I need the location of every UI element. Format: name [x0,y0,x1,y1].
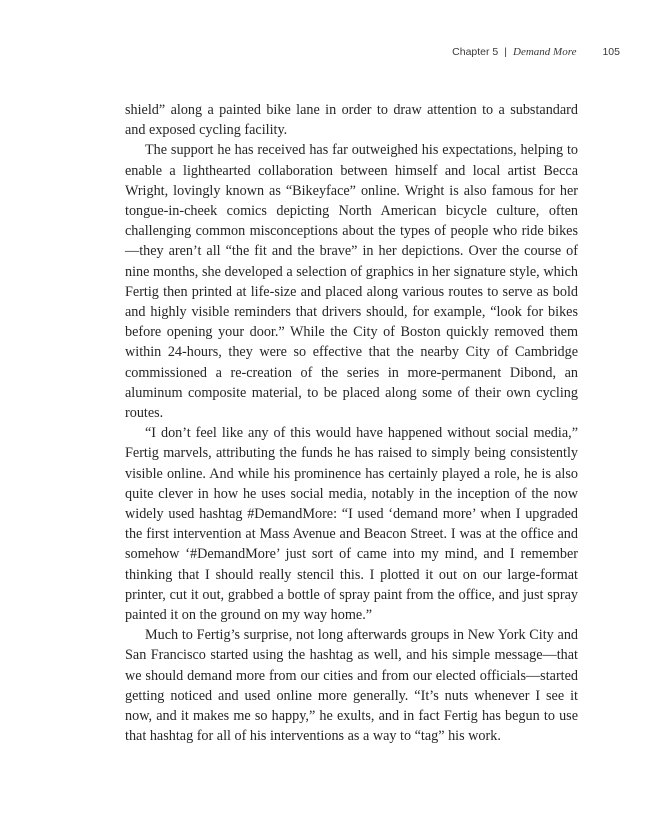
paragraph: “I don’t feel like any of this would have happened without social media,” Fertig marvels, attributing the funds he has raised to simply being consistently visible online. And while his prominence has certainly played a role, he is also quite clever in how he uses social media, notably in the inception of the now widely used hashtag #DemandMore: “I used ‘demand more’ when I upgraded the first intervention at Mass Avenue and Beacon Street. I was at the office and somehow ‘#DemandMore’ just sort of came into my mind, and I remember thinking that I should really stencil this. I plotted it out on our large-format printer, cut it out, grabbed a bottle of spray paint from the office, and just spray painted it on the ground on my way home.” [125,425,578,624]
paragraph: The support he has received has far outweighed his expectations, helping to enable a lighthearted collaboration between himself and local artist Becca Wright, lovingly known as “Bikeyface” online. Wright is also famous for her tongue-in-cheek comics depicting North American bicycle culture, often challenging common misconceptions about the types of people who ride bikes—they aren’t all “the fit and the brave” in her depictions. Over the course of nine months, she developed a selection of graphics in her signature style, which Fertig then printed at life-size and placed along various routes to serve as bold and highly visible reminders that drivers should, for example, “look for bikes before opening your door.” While the City of Boston quickly removed them within 24-hours, they were so effective that the nearby City of Cambridge commissioned a re-creation of the series in more-permanent Dibond, an aluminum composite material, to be placed along some of their own cycling routes. [125,142,578,422]
running-head [452,46,620,58]
header-separator: | [504,46,508,58]
paragraph-continued: shield” along a painted bike lane in order to draw attention to a substandard and exposed cycling facility. [125,102,578,139]
chapter-label: Chapter 5 [452,46,499,58]
paragraph: Much to Fertig’s surprise, not long afterwards groups in New York City and San Francisco started using the hashtag as well, and his simple message—that we should demand more from our cities and from our elected officials—started getting noticed and used online more generally. “It’s nuts whenever I see it now, and it makes me so happy,” he exults, and in fact Fertig has begun to use that hashtag for all of his interventions as a way to “tag” his work. [125,627,578,745]
page-number: 105 [602,46,620,58]
chapter-subtitle: Demand More [513,46,577,58]
body-text [125,100,578,747]
